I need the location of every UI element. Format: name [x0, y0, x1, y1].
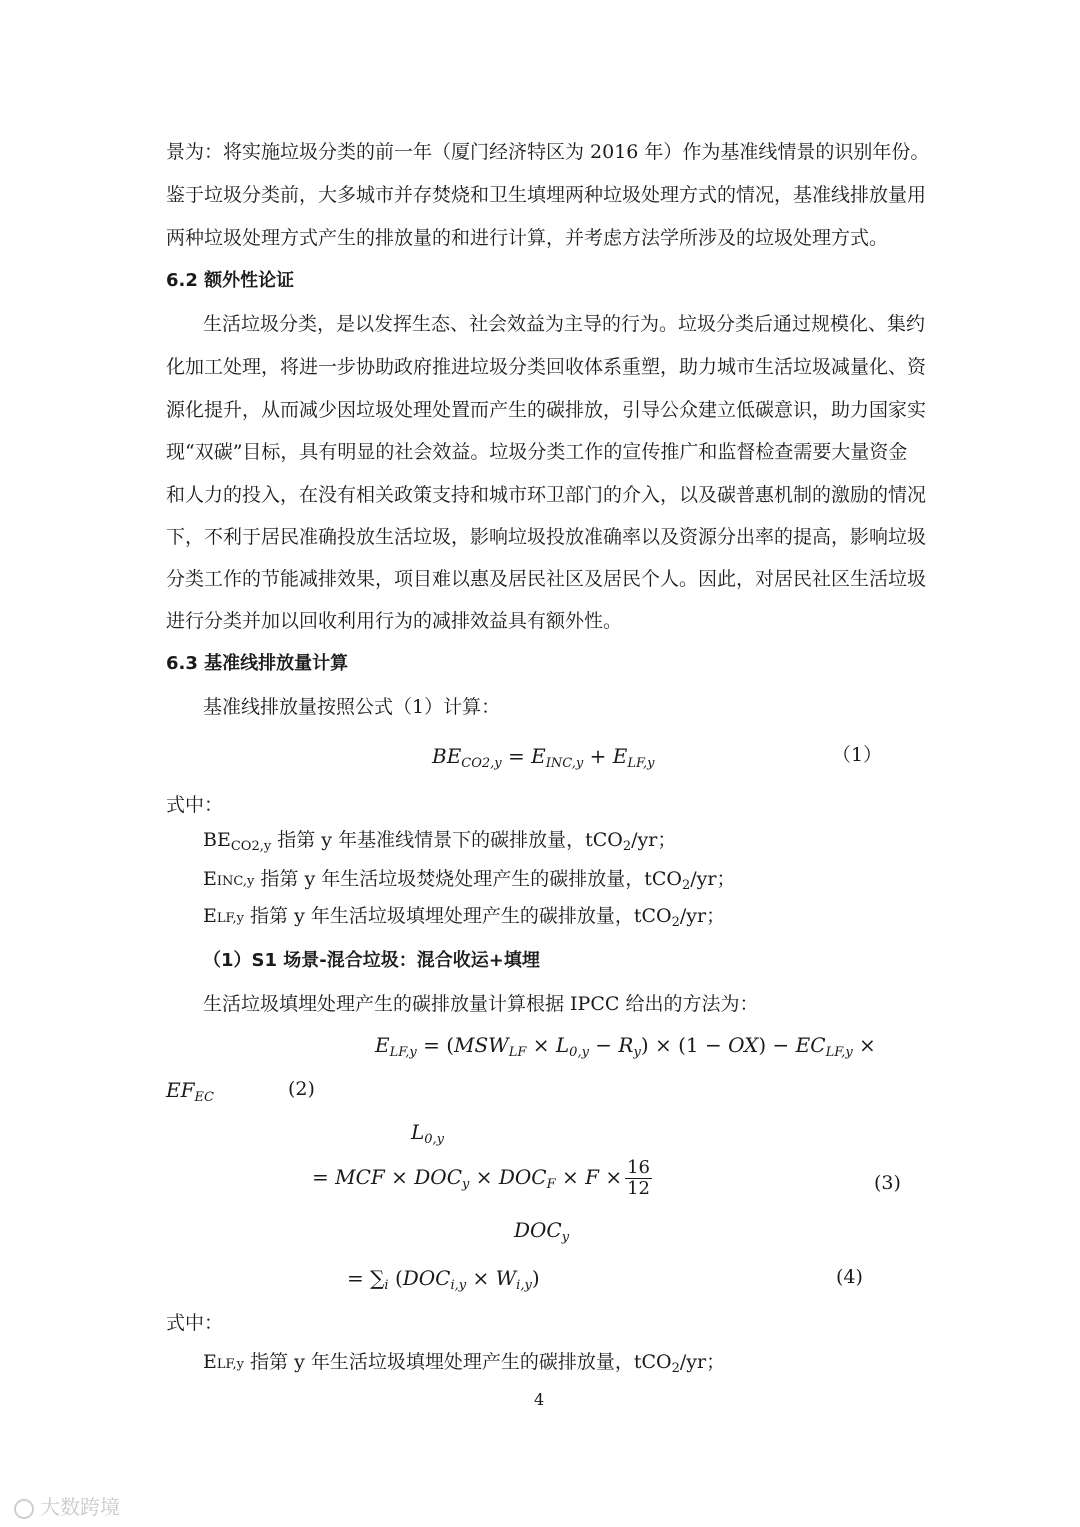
equation-2: $E_{LF,y} = (MSW_{LF} \times L_{0,y} - R_y) \times (1 - OX) - EC_{LF,y}$ ×: [375, 1033, 876, 1060]
section-6-2-heading: 6.2 额外性论证: [166, 270, 295, 291]
sec62-line: 生活垃圾分类，是以发挥生态、社会效益为主导的行为。垃圾分类后通过规模化、集约: [203, 313, 926, 335]
equation-3-lhs: $L_{0,y}$: [411, 1120, 445, 1147]
definition-elf-2: ELF,y 指第 y 年生活垃圾填埋处理产生的碳排放量，tCO$_2$/yr；: [203, 1351, 726, 1376]
definition-elf: ELF,y 指第 y 年生活垃圾填埋处理产生的碳排放量，tCO$_2$/yr；: [203, 905, 726, 930]
equation-1: $BE_{CO2,y} = E_{INC,y} + E_{LF,y}$: [432, 744, 655, 771]
equation-2-ef: $EF_{EC}$: [166, 1078, 214, 1105]
page-number: 4: [534, 1390, 545, 1409]
equation-4-lhs: $DOC_y$: [514, 1218, 570, 1245]
sec63-intro: 基准线排放量按照公式（1）计算：: [203, 696, 501, 718]
where-label-2: 式中：: [166, 1312, 224, 1334]
para1-line3: 两种垃圾处理方式产生的排放量的和进行计算，并考虑方法学所涉及的垃圾处理方式。: [166, 227, 889, 249]
scenario-s1-heading: （1）S1 场景-混合垃圾：混合收运+填埋: [203, 950, 540, 971]
sec62-line: 下，不利于居民准确投放生活垃圾，影响垃圾投放准确率以及资源分出率的提高，影响垃圾: [166, 526, 927, 548]
para1-line2: 鉴于垃圾分类前，大多城市并存焚烧和卫生填埋两种垃圾处理方式的情况，基准线排放量用: [166, 184, 927, 206]
equation-2-number: (2): [288, 1078, 315, 1100]
sec62-line: 化加工处理，将进一步协助政府推进垃圾分类回收体系重塑，助力城市生活垃圾减量化、资: [166, 356, 927, 378]
sec62-line: 进行分类并加以回收利用行为的减排效益具有额外性。: [166, 610, 623, 632]
equation-3-number: (3): [874, 1172, 901, 1194]
ipcc-method-text: 生活垃圾填埋处理产生的碳排放量计算根据 IPCC 给出的方法为：: [203, 993, 759, 1015]
equation-3-rhs: = MCF × $DOC_y \times DOC_F \times F$ × $\frac{16}{12}$: [312, 1157, 650, 1199]
sec62-line: 现“双碳”目标，具有明显的社会效益。垃圾分类工作的宣传推广和监督检查需要大量资金: [166, 441, 908, 463]
equation-4-number: (4): [836, 1266, 863, 1288]
fraction-denominator: 12: [627, 1178, 650, 1199]
definition-be: $BE_{CO2,y}$ 指第 y 年基准线情景下的碳排放量，tCO$_2$/yr；: [203, 829, 677, 854]
fraction-numerator: 16: [627, 1157, 650, 1178]
watermark: 大数跨境: [14, 1494, 144, 1520]
para1-line1: 景为：将实施垃圾分类的前一年（厦门经济特区为 2016 年）作为基准线情景的识别年份。: [166, 141, 930, 163]
equation-4-rhs: = $\sum_i$ $(DOC_{i,y} \times W_{i,y})$: [347, 1266, 540, 1293]
sec62-line: 分类工作的节能减排效果，项目难以惠及居民社区及居民个人。因此，对居民社区生活垃圾: [166, 568, 927, 590]
where-label: 式中：: [166, 794, 224, 816]
sec62-line: 源化提升，从而减少因垃圾处理处置而产生的碳排放，引导公众建立低碳意识，助力国家实: [166, 399, 927, 421]
equation-1-number: （1）: [832, 744, 883, 766]
definition-einc: EINC,y 指第 y 年生活垃圾焚烧处理产生的碳排放量，tCO$_2$/yr；: [203, 868, 736, 893]
section-6-3-heading: 6.3 基准线排放量计算: [166, 653, 349, 674]
sec62-line: 和人力的投入，在没有相关政策支持和城市环卫部门的介入，以及碳普惠机制的激励的情况: [166, 484, 927, 506]
watermark-logo-icon: [14, 1499, 34, 1519]
